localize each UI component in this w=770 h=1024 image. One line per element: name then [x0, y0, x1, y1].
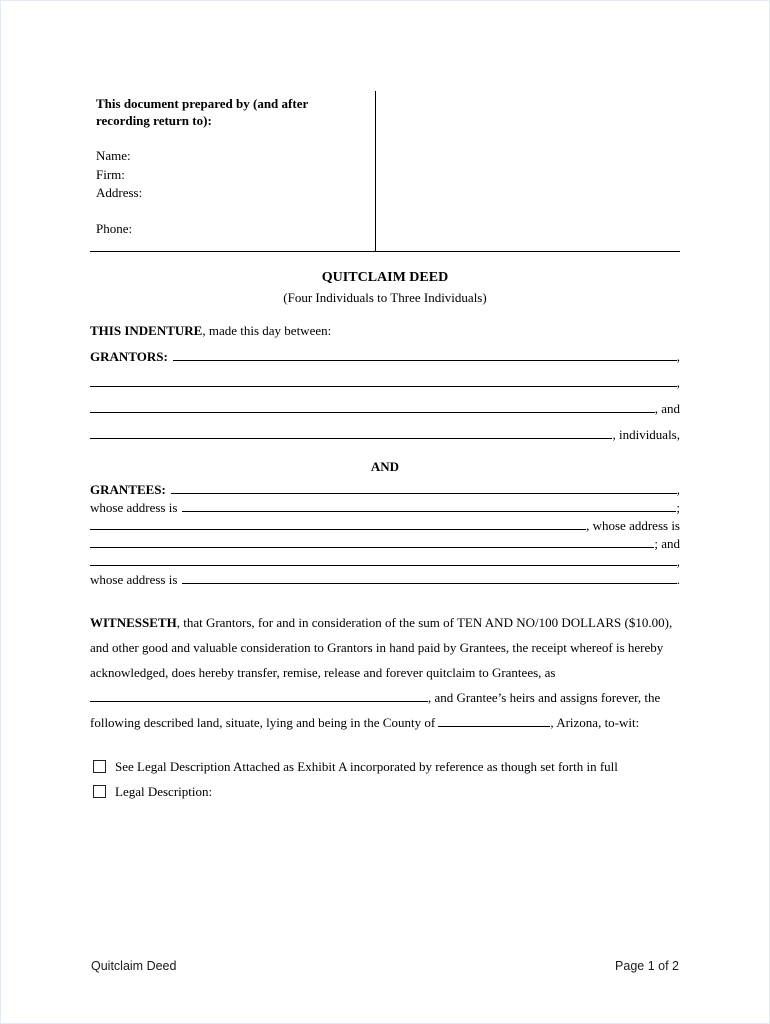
phone-label: Phone:: [96, 220, 133, 236]
legal-description-row: [90, 779, 680, 804]
exhibit-a-label: See Legal Description Attached as Exhibit A incorporated by reference as though set forth in full: [115, 759, 618, 774]
prepared-by-divider-line: [375, 91, 376, 251]
prepared-by-section: [90, 91, 680, 252]
document-title: QUITCLAIM DEED: [321, 270, 449, 285]
grantees-line-2-suffix: ;: [676, 500, 680, 515]
grantees-line-6-suffix: .: [676, 572, 680, 587]
grantee-3-address-field[interactable]: [182, 581, 676, 584]
footer-document-name: Quitclaim Deed: [91, 959, 177, 973]
grantees-line-4-suffix: ; and: [654, 536, 680, 551]
grantees-line-1-suffix: ,: [676, 482, 680, 497]
grantors-line-4: [90, 427, 680, 453]
grantee-1-field[interactable]: [171, 491, 677, 494]
witnesseth-lead: WITNESSETH: [90, 615, 177, 630]
grantors-block: [90, 349, 680, 453]
firm-label: Firm:: [96, 166, 125, 182]
witnesseth-part-1: , that Grantors, for and in consideration of the sum of TEN AND NO/100 DOLLARS ($10.00), and other good and valuable consideration to Grantors in hand paid by Grantees, the receipt whereof is hereby acknowledged, does hereby transfer, remise, release and forever quitclaim to Grantees, as: [90, 615, 673, 680]
grantees-label: GRANTEES:: [90, 482, 166, 497]
grantor-1-field[interactable]: [173, 358, 677, 361]
legal-description-label: Legal Description:: [115, 784, 213, 799]
grantors-line-2: [90, 375, 680, 401]
address-label: Address:: [96, 185, 143, 200]
witnesseth-paragraph: [90, 610, 680, 735]
exhibit-a-checkbox[interactable]: [93, 760, 106, 773]
grantee-2-address-field[interactable]: [90, 545, 654, 548]
witnesseth-part-3: , Arizona, to-wit:: [550, 715, 640, 730]
grantors-line-4-suffix: , individuals,: [612, 427, 680, 442]
grantors-line-3-suffix: , and: [654, 401, 680, 416]
document-subtitle: (Four Individuals to Three Individuals): [283, 290, 487, 305]
grantors-label: GRANTORS:: [90, 349, 168, 364]
legal-description-section: [90, 754, 680, 804]
grantee-1-address-field[interactable]: [182, 509, 676, 512]
grantee-2-field[interactable]: [90, 527, 586, 530]
grantee-3-field[interactable]: [90, 563, 677, 566]
grantees-block: [90, 482, 680, 590]
page-footer: [91, 959, 679, 973]
grantors-line-1-suffix: ,: [676, 349, 680, 364]
exhibit-a-row: [90, 754, 680, 779]
grantees-line-3: [90, 518, 680, 536]
county-field[interactable]: [438, 724, 550, 727]
footer-page-number: Page 1 of 2: [615, 959, 679, 973]
grantees-line-2-prefix: whose address is: [90, 500, 178, 515]
grantees-line-5: [90, 554, 680, 572]
legal-description-checkbox[interactable]: [93, 785, 106, 798]
grantees-line-2: [90, 500, 680, 518]
prepared-by-header: This document prepared by (and after recording return to):: [96, 96, 308, 128]
grantors-line-1: [90, 349, 680, 375]
witnesseth-part-2: , and Grantee’s heirs and assigns forever, the following described land, situate, lying and being in the County of: [90, 690, 661, 730]
transfer-as-field[interactable]: [90, 699, 428, 702]
grantees-line-6: [90, 572, 680, 590]
grantor-2-field[interactable]: [90, 384, 677, 387]
and-separator: AND: [370, 459, 400, 474]
grantors-line-3: [90, 401, 680, 427]
indenture-rest: , made this day between:: [202, 323, 332, 338]
indenture-lead: THIS INDENTURE: [90, 323, 203, 338]
grantor-3-field[interactable]: [90, 410, 655, 413]
grantees-line-6-prefix: whose address is: [90, 572, 178, 587]
grantors-line-2-suffix: ,: [676, 375, 680, 390]
name-label: Name:: [96, 148, 131, 163]
grantor-4-field[interactable]: [90, 436, 612, 439]
grantees-line-4: [90, 536, 680, 554]
grantees-line-3-suffix: , whose address is: [586, 518, 680, 533]
grantees-line-5-suffix: ,: [676, 554, 680, 569]
grantees-line-1: [90, 482, 680, 500]
indenture-line: [90, 323, 680, 349]
